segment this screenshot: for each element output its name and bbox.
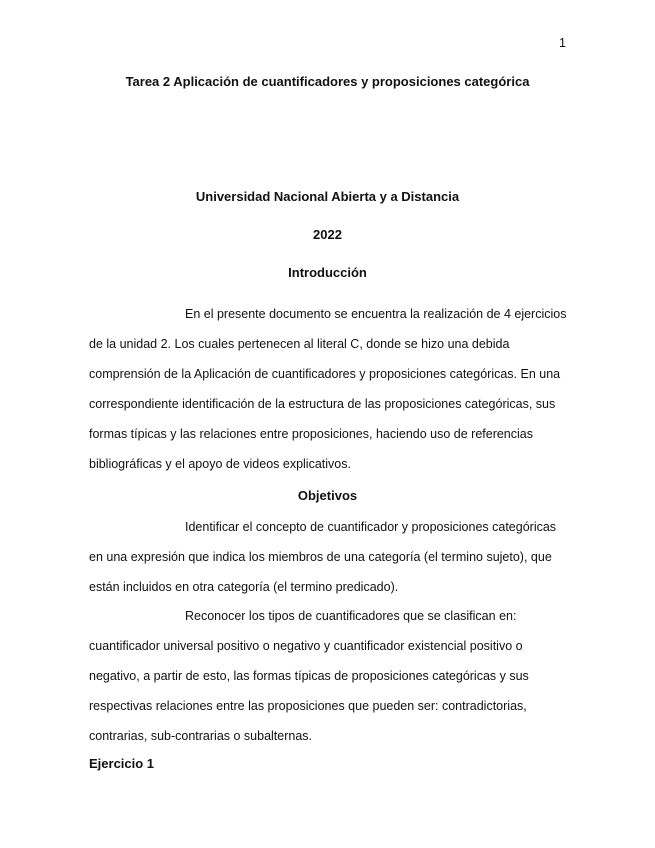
objectives-heading: Objetivos [297, 488, 358, 503]
year: 2022 [313, 227, 342, 242]
introduction-heading: Introducción [288, 265, 367, 280]
page-number: 1 [559, 36, 566, 50]
objective-text-2: Reconocer los tipos de cuantificadores que se clasifican en: cuantificador universal positivo o negativo y cuantificador existencial positivo o negativo, a partir de esto, las formas típicas de proposiciones categóricas y sus respectivas relaciones entre las proposiciones que pueden ser: contradictorias, contrarias, sub-contrarias o subalternas. [89, 609, 529, 743]
introduction-text: En el presente documento se encuentra la realización de 4 ejercicios de la unidad 2. Los cuales pertenecen al literal C, donde se hizo una debida comprensión de la Aplicación de cuantificadores y proposiciones categóricas. En una correspondiente identificación de la estructura de las proposiciones categóricas, sus formas típicas y las relaciones entre proposiciones, haciendo uso de referencias bibliográficas y el apoyo de videos explicativos. [89, 307, 567, 471]
university-name: Universidad Nacional Abierta y a Distancia [195, 189, 460, 204]
document-title: Tarea 2 Aplicación de cuantificadores y proposiciones categórica [125, 74, 530, 89]
exercise-heading: Ejercicio 1 [89, 756, 155, 771]
objective-paragraph-2 [89, 601, 569, 751]
objective-paragraph-1 [89, 512, 569, 602]
introduction-paragraph [89, 299, 569, 479]
objective-text-1: Identificar el concepto de cuantificador y proposiciones categóricas en una expresión que indica los miembros de una categoría (el termino sujeto), que están incluidos en otra categoría (el termino predicado). [89, 520, 557, 594]
